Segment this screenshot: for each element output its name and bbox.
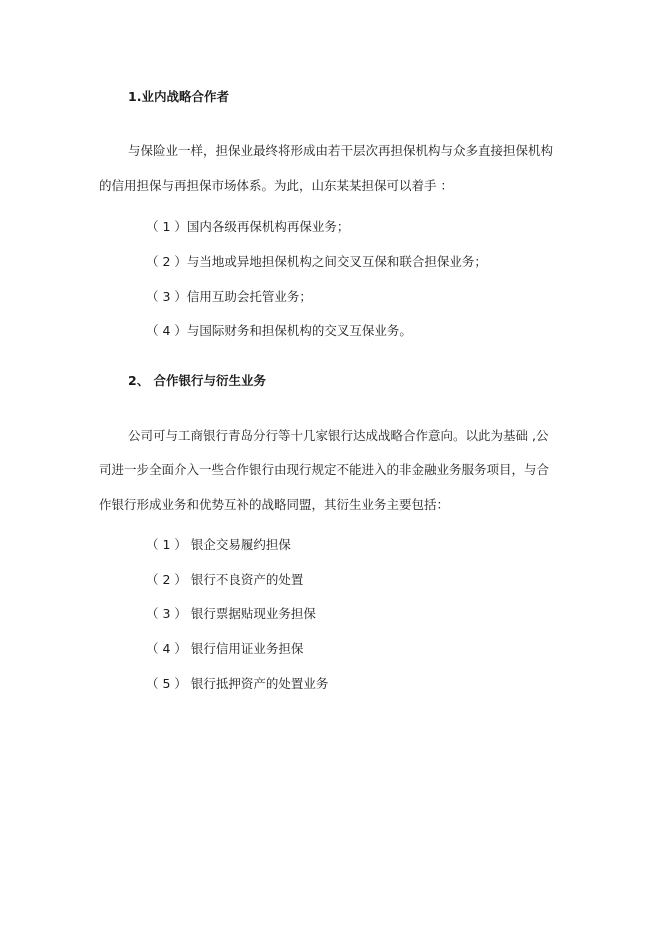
section1-list-item-1: （ 1 ）国内各级再保机构再保业务； — [146, 219, 350, 234]
section2-list-item-5: （ 5 ） 银行抵押资产的处置业务 — [146, 676, 329, 691]
section2-list-item-2: （ 2 ） 银行不良资产的处置 — [146, 572, 304, 587]
section2-heading: 2、 合作银行与衍生业务 — [128, 373, 267, 388]
section1-paragraph-line1: 与保险业一样，担保业最终将形成由若干层次再担保机构与众多直接担保机构 — [128, 143, 554, 158]
section2-list-item-3: （ 3 ） 银行票据贴现业务担保 — [146, 606, 316, 621]
section1-heading: 1.业内战略合作者 — [128, 89, 229, 104]
section2-paragraph-line2: 司进一步全面介入一些合作银行由现行规定不能进入的非金融业务服务项目，与合 — [99, 462, 550, 477]
section1-list-item-3: （ 3 ）信用互助会托管业务； — [146, 289, 312, 304]
section1-paragraph-line2: 的信用担保与再担保市场体系。为此，山东某某担保可以着手 ： — [99, 178, 453, 193]
section1-list-item-4: （ 4 ）与国际财务和担保机构的交叉互保业务。 — [146, 323, 412, 338]
section1-list-item-2: （ 2 ）与当地或异地担保机构之间交叉互保和联合担保业务； — [146, 254, 487, 269]
section2-paragraph-line1: 公司可与工商银行青岛分行等十几家银行达成战略合作意向。以此为基础 ,公 — [128, 428, 549, 443]
section2-list-item-1: （ 1 ） 银企交易履约担保 — [146, 537, 291, 552]
section2-paragraph-line3: 作银行形成业务和优势互补的战略同盟，其衍生业务主要包括： — [99, 497, 450, 512]
section2-list-item-4: （ 4 ） 银行信用证业务担保 — [146, 641, 304, 656]
